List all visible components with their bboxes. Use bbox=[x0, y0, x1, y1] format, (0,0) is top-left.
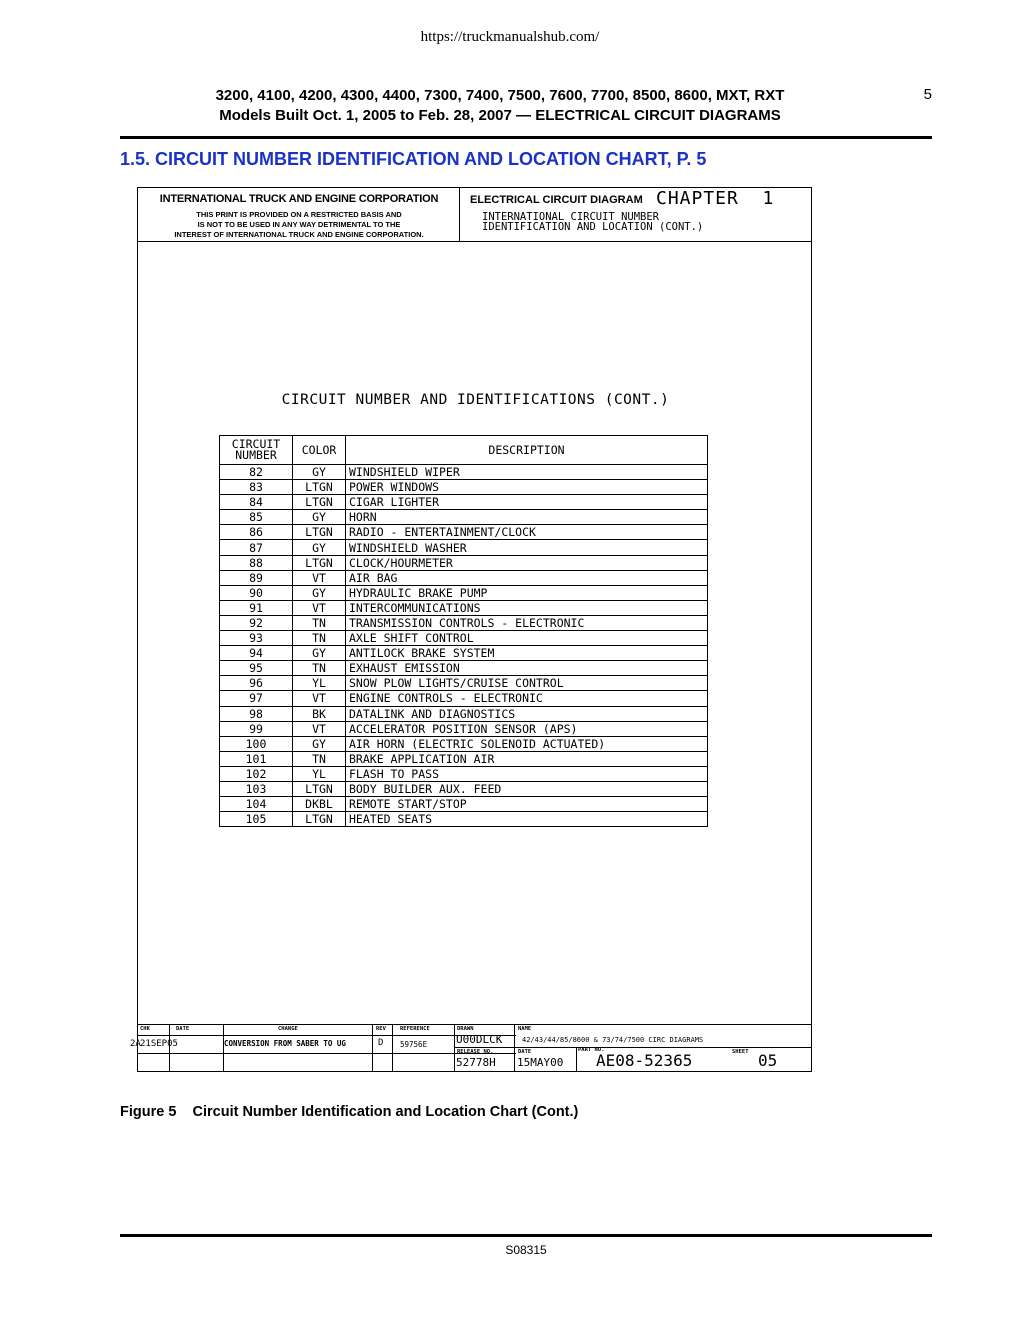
circuit-number-cell: 100 bbox=[220, 736, 293, 751]
description-cell: ACCELERATOR POSITION SENSOR (APS) bbox=[346, 721, 708, 736]
table-row bbox=[220, 736, 708, 751]
drawn-value: U00DLCK bbox=[456, 1033, 503, 1046]
color-cell: YL bbox=[293, 766, 346, 781]
section-title: 1.5. CIRCUIT NUMBER IDENTIFICATION AND LOCATION CHART, P. 5 bbox=[120, 149, 707, 169]
table-row bbox=[220, 495, 708, 510]
diagram-header bbox=[460, 188, 812, 242]
circuit-number-cell: 97 bbox=[220, 691, 293, 706]
description-cell: EXHAUST EMISSION bbox=[346, 661, 708, 676]
circuit-number-cell: 90 bbox=[220, 585, 293, 600]
reference-label: REFERENCE bbox=[400, 1026, 430, 1032]
diagram-label: ELECTRICAL CIRCUIT DIAGRAM bbox=[470, 194, 643, 206]
table-row bbox=[220, 631, 708, 646]
table-row bbox=[220, 615, 708, 630]
color-cell: GY bbox=[293, 736, 346, 751]
description-cell: CIGAR LIGHTER bbox=[346, 495, 708, 510]
sheet-value: 05 bbox=[758, 1051, 778, 1070]
color-cell: GY bbox=[293, 585, 346, 600]
description-cell: POWER WINDOWS bbox=[346, 480, 708, 495]
description-cell: AIR BAG bbox=[346, 570, 708, 585]
circuit-number-cell: 92 bbox=[220, 615, 293, 630]
header-models: 3200, 4100, 4200, 4300, 4400, 7300, 7400, 7500, 7600, 7700, 8500, 8600, MXT, RXT bbox=[215, 87, 785, 104]
circuit-number-cell: 96 bbox=[220, 676, 293, 691]
color-cell: GY bbox=[293, 646, 346, 661]
table-row bbox=[220, 525, 708, 540]
circuit-number-cell: 87 bbox=[220, 540, 293, 555]
date2-label: DATE bbox=[518, 1049, 532, 1055]
circuit-table bbox=[219, 435, 708, 827]
color-cell: GY bbox=[293, 510, 346, 525]
header-rule bbox=[120, 136, 932, 139]
name-label: NAME bbox=[518, 1026, 532, 1032]
description-cell: AIR HORN (ELECTRIC SOLENOID ACTUATED) bbox=[346, 736, 708, 751]
color-cell: TN bbox=[293, 615, 346, 630]
circuit-number-cell: 89 bbox=[220, 570, 293, 585]
description-cell: ENGINE CONTROLS - ELECTRONIC bbox=[346, 691, 708, 706]
divider bbox=[372, 1025, 373, 1071]
circuit-number-cell: 99 bbox=[220, 721, 293, 736]
table-row bbox=[220, 555, 708, 570]
table-row bbox=[220, 646, 708, 661]
description-cell: BRAKE APPLICATION AIR bbox=[346, 751, 708, 766]
color-cell: GY bbox=[293, 465, 346, 480]
color-cell: TN bbox=[293, 631, 346, 646]
circuit-number-cell: 94 bbox=[220, 646, 293, 661]
notice-line: INTEREST OF INTERNATIONAL TRUCK AND ENGINE CORPORATION. bbox=[174, 230, 424, 239]
divider bbox=[514, 1025, 515, 1071]
header-subtitle: Models Built Oct. 1, 2005 to Feb. 28, 2007 — ELECTRICAL CIRCUIT DIAGRAMS bbox=[219, 107, 781, 124]
table-row bbox=[220, 781, 708, 796]
divider bbox=[454, 1047, 811, 1048]
table-row bbox=[220, 691, 708, 706]
table-row bbox=[220, 766, 708, 781]
circuit-number-cell: 86 bbox=[220, 525, 293, 540]
col-description: DESCRIPTION bbox=[346, 436, 708, 465]
change-value: CONVERSION FROM SABER TO UG bbox=[224, 1039, 346, 1048]
color-cell: YL bbox=[293, 676, 346, 691]
footer-rule bbox=[120, 1234, 932, 1237]
color-cell: VT bbox=[293, 600, 346, 615]
subtitle-line: IDENTIFICATION AND LOCATION (CONT.) bbox=[482, 221, 704, 233]
table-row bbox=[220, 510, 708, 525]
date2-value: 15MAY00 bbox=[517, 1056, 564, 1069]
figure-caption: Figure 5 Circuit Number Identification and Location Chart (Cont.) bbox=[120, 1104, 579, 1120]
divider bbox=[576, 1047, 577, 1071]
table-title: CIRCUIT NUMBER AND IDENTIFICATIONS (CONT.) bbox=[281, 392, 670, 408]
circuit-number-cell: 101 bbox=[220, 751, 293, 766]
circuit-number-cell: 83 bbox=[220, 480, 293, 495]
circuit-number-cell: 104 bbox=[220, 797, 293, 812]
table-row bbox=[220, 540, 708, 555]
col-label: NUMBER bbox=[235, 448, 277, 462]
circuit-number-cell: 95 bbox=[220, 661, 293, 676]
col-circuit-number bbox=[220, 436, 293, 465]
color-cell: LTGN bbox=[293, 781, 346, 796]
description-cell: RADIO - ENTERTAINMENT/CLOCK bbox=[346, 525, 708, 540]
circuit-number-cell: 93 bbox=[220, 631, 293, 646]
notice-line: IS NOT TO BE USED IN ANY WAY DETRIMENTAL TO THE bbox=[197, 220, 401, 229]
name-value: 42/43/44/85/8600 & 73/74/7500 CIRC DIAGRAMS bbox=[522, 1036, 704, 1044]
description-cell: DATALINK AND DIAGNOSTICS bbox=[346, 706, 708, 721]
date-value: 21SEP05 bbox=[140, 1039, 178, 1049]
circuit-number-cell: 105 bbox=[220, 812, 293, 827]
description-cell: AXLE SHIFT CONTROL bbox=[346, 631, 708, 646]
description-cell: HEATED SEATS bbox=[346, 812, 708, 827]
rev-label: REV bbox=[376, 1026, 386, 1032]
change-label: CHANGE bbox=[278, 1026, 298, 1032]
circuit-number-cell: 91 bbox=[220, 600, 293, 615]
restriction-notice bbox=[138, 210, 460, 240]
part-value: AE08-52365 bbox=[596, 1051, 693, 1070]
corp-name: INTERNATIONAL TRUCK AND ENGINE CORPORATION bbox=[159, 193, 439, 205]
release-label: RELEASE NO. bbox=[457, 1049, 494, 1055]
description-cell: INTERCOMMUNICATIONS bbox=[346, 600, 708, 615]
description-cell: BODY BUILDER AUX. FEED bbox=[346, 781, 708, 796]
revision-block bbox=[130, 1024, 811, 1071]
color-cell: LTGN bbox=[293, 495, 346, 510]
circuit-number-cell: 85 bbox=[220, 510, 293, 525]
release-value: 52778H bbox=[456, 1056, 496, 1069]
chapter-label: CHAPTER 1 bbox=[656, 188, 775, 209]
color-cell: VT bbox=[293, 691, 346, 706]
divider bbox=[454, 1025, 455, 1071]
chk-label: CHK bbox=[140, 1026, 150, 1032]
table-row bbox=[220, 721, 708, 736]
description-cell: HYDRAULIC BRAKE PUMP bbox=[346, 585, 708, 600]
color-cell: GY bbox=[293, 540, 346, 555]
table-row bbox=[220, 480, 708, 495]
description-cell: WINDSHIELD WIPER bbox=[346, 465, 708, 480]
table-row bbox=[220, 661, 708, 676]
col-label: CIRCUIT bbox=[231, 437, 281, 451]
description-cell: TRANSMISSION CONTROLS - ELECTRONIC bbox=[346, 615, 708, 630]
part-label: PART NO. bbox=[578, 1047, 605, 1053]
description-cell: WINDSHIELD WASHER bbox=[346, 540, 708, 555]
rev-value: D bbox=[378, 1038, 384, 1048]
color-cell: BK bbox=[293, 706, 346, 721]
circuit-number-cell: 88 bbox=[220, 555, 293, 570]
circuit-number-cell: 84 bbox=[220, 495, 293, 510]
table-header-row bbox=[220, 436, 708, 465]
color-cell: LTGN bbox=[293, 812, 346, 827]
description-cell: CLOCK/HOURMETER bbox=[346, 555, 708, 570]
date-label: DATE bbox=[176, 1026, 190, 1032]
description-cell: HORN bbox=[346, 510, 708, 525]
table-row bbox=[220, 600, 708, 615]
divider bbox=[392, 1025, 393, 1071]
table-row bbox=[220, 676, 708, 691]
color-cell: LTGN bbox=[293, 555, 346, 570]
sheet-label: SHEET bbox=[732, 1049, 749, 1055]
color-cell: VT bbox=[293, 721, 346, 736]
color-cell: VT bbox=[293, 570, 346, 585]
circuit-number-cell: 102 bbox=[220, 766, 293, 781]
color-cell: LTGN bbox=[293, 525, 346, 540]
color-cell: TN bbox=[293, 661, 346, 676]
source-url: https://truckmanualshub.com/ bbox=[420, 29, 600, 45]
drawn-label: DRAWN bbox=[457, 1026, 474, 1032]
color-cell: DKBL bbox=[293, 797, 346, 812]
table-row bbox=[220, 570, 708, 585]
table-row bbox=[220, 706, 708, 721]
drawing-frame bbox=[130, 187, 812, 1072]
table-row bbox=[220, 812, 708, 827]
description-cell: ANTILOCK BRAKE SYSTEM bbox=[346, 646, 708, 661]
circuit-number-cell: 103 bbox=[220, 781, 293, 796]
table-row bbox=[220, 465, 708, 480]
corp-block bbox=[138, 188, 460, 242]
table-row bbox=[220, 585, 708, 600]
circuit-number-cell: 82 bbox=[220, 465, 293, 480]
page-header bbox=[120, 86, 932, 126]
description-cell: REMOTE START/STOP bbox=[346, 797, 708, 812]
description-cell: FLASH TO PASS bbox=[346, 766, 708, 781]
subtitle-line: INTERNATIONAL CIRCUIT NUMBER bbox=[482, 211, 660, 223]
table-row bbox=[220, 797, 708, 812]
table-row bbox=[220, 751, 708, 766]
page-number: 5 bbox=[923, 86, 932, 103]
footer-code: S08315 bbox=[505, 1243, 547, 1257]
notice-line: THIS PRINT IS PROVIDED ON A RESTRICTED BASIS AND bbox=[196, 210, 402, 219]
col-color: COLOR bbox=[293, 436, 346, 465]
description-cell: SNOW PLOW LIGHTS/CRUISE CONTROL bbox=[346, 676, 708, 691]
color-cell: LTGN bbox=[293, 480, 346, 495]
divider bbox=[223, 1025, 224, 1071]
color-cell: TN bbox=[293, 751, 346, 766]
chk-value: 2A bbox=[130, 1039, 141, 1049]
circuit-number-cell: 98 bbox=[220, 706, 293, 721]
diagram-subtitle bbox=[482, 212, 703, 232]
reference-value: 59756E bbox=[400, 1040, 428, 1049]
